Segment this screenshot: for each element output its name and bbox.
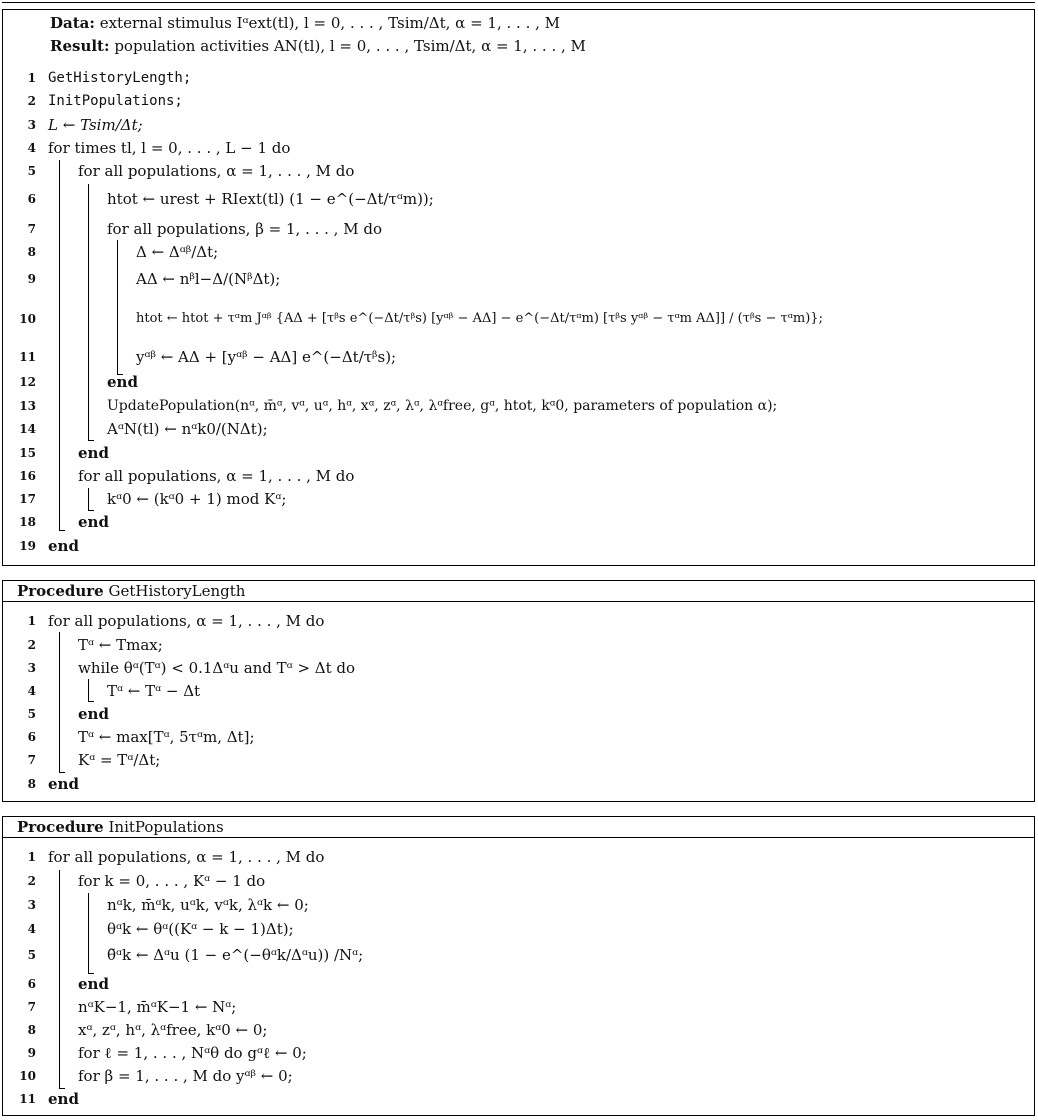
block-bar: [88, 488, 89, 510]
procedure-name: InitPopulations: [108, 818, 224, 836]
result-label: Result:: [50, 37, 110, 55]
procedure-header: [2, 816, 1035, 838]
procedure-header: [2, 580, 1035, 602]
result-line: [50, 35, 586, 57]
block-bar: [88, 893, 89, 973]
block-bar: [88, 679, 89, 701]
block-bar: [59, 870, 60, 1088]
top-rule: [2, 2, 1035, 3]
data-text: external stimulus Iᵅext(tl), l = 0, . . . , Tsim/Δt, α = 1, . . . , M: [99, 14, 560, 32]
result-text: population activities AN(tl), l = 0, . . . , Tsim/Δt, α = 1, . . . , M: [114, 37, 586, 55]
procedure-name: GetHistoryLength: [108, 582, 246, 600]
block-bar: [88, 184, 89, 440]
procedure-label: Procedure: [17, 818, 104, 836]
block-hook: [88, 701, 94, 702]
block-bar: [59, 632, 60, 772]
data-label: Data:: [50, 14, 95, 32]
block-bar: [59, 160, 60, 530]
block-hook: [59, 530, 65, 531]
data-line: [50, 12, 560, 34]
block-bar: [117, 240, 118, 374]
procedure-label: Procedure: [17, 582, 104, 600]
block-hook: [88, 440, 94, 441]
